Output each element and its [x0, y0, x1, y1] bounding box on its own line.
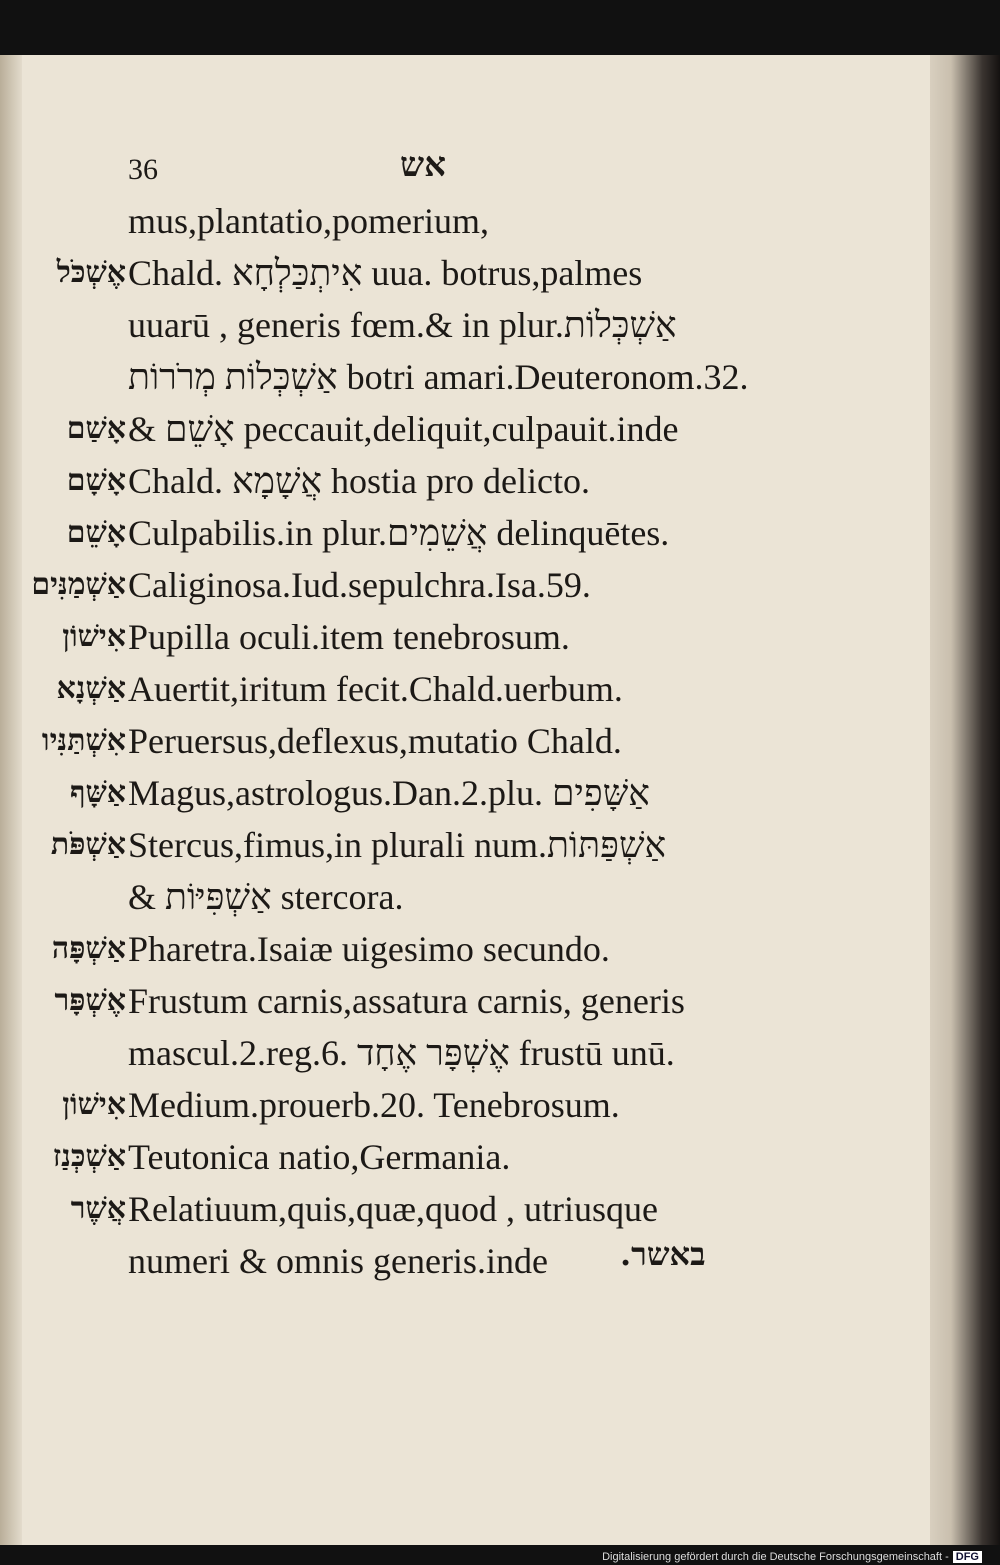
headword: אָשַׁם [66, 411, 126, 446]
entry-text: Frustum carnis,assatura carnis, generis [128, 981, 685, 1021]
entry-text: Peruersus,deflexus,mutatio Chald. [128, 721, 622, 761]
entry-text: Culpabilis.in plur.אֲשֵׁמִים delinquētes. [128, 513, 670, 553]
headword: אִישׁוֹן [62, 619, 126, 654]
entry-line [0, 559, 1000, 611]
headword: אָשָׁם [66, 463, 126, 498]
entry-list [0, 195, 1000, 1287]
entry-text: & אַשְׁפִּיּוֹת stercora. [128, 877, 404, 917]
entry-line [0, 1235, 1000, 1287]
entry-line [0, 455, 1000, 507]
entry-text: mus,plantatio,pomerium, [128, 201, 489, 241]
entry-text: mascul.2.reg.6. אֶשְׁפָּר אֶחָד frustū unū. [128, 1033, 675, 1073]
entry-text: Stercus,fimus,in plurali num.אַשְׁפַּתּוֹת [128, 825, 667, 865]
entry-line [0, 247, 1000, 299]
entry-line [0, 715, 1000, 767]
headword: אֶשְׁפָּר [54, 983, 126, 1018]
entry-text: Caliginosa.Iud.sepulchra.Isa.59. [128, 565, 591, 605]
entry-text: uuarū , generis fœm.& in plur.אַשְׁכְּלוֹת [128, 305, 677, 345]
entry-line [0, 351, 1000, 403]
headword: אַשָּׁף [69, 775, 126, 810]
entry-line [0, 923, 1000, 975]
headword: אַשְׁנָא [56, 671, 126, 706]
headword: אַשְׁפָּה [51, 931, 126, 966]
entry-line [0, 663, 1000, 715]
entry-text: Chald. אֲשָׁמָא hostia pro delicto. [128, 461, 590, 501]
entry-line [0, 299, 1000, 351]
headword: אַשְׁכְּנַז [52, 1139, 126, 1174]
entry-text: Medium.prouerb.20. Tenebrosum. [128, 1085, 620, 1125]
entry-text: & אָשֵׁם peccauit,deliquit,culpauit.inde [128, 409, 679, 449]
headword: אָשֵׁם [66, 515, 126, 550]
entry-line [0, 871, 1000, 923]
entry-text: Auertit,iritum fecit.Chald.uerbum. [128, 669, 623, 709]
entry-line [0, 507, 1000, 559]
entry-text: Chald. אִיתְכַּלְחָא uua. botrus,palmes [128, 253, 643, 293]
headword: אַשְׁפֹּת [50, 827, 126, 862]
book-page [0, 55, 1000, 1545]
headword: אֶשְׁכֹּל [56, 255, 126, 290]
entry-line [0, 767, 1000, 819]
entry-text: numeri & omnis generis.inde [128, 1241, 548, 1281]
entry-line [0, 403, 1000, 455]
entry-line [0, 195, 1000, 247]
headword: אִשְׁתַּנִּיו [41, 723, 126, 758]
entry-line [0, 1027, 1000, 1079]
headword: אִישׁוֹן [62, 1087, 126, 1122]
entry-text: Relatiuum,quis,quæ,quod , utriusque [128, 1189, 658, 1229]
entry-text: Magus,astrologus.Dan.2.plu. אַשָּׁפִים [128, 773, 650, 813]
entry-text: Teutonica natio,Germania. [128, 1137, 511, 1177]
page-number: 36 [128, 153, 158, 186]
entry-line [0, 1183, 1000, 1235]
entry-text: Pupilla oculi.item tenebrosum. [128, 617, 570, 657]
entry-line [0, 1079, 1000, 1131]
dfg-logo: DFG [953, 1551, 982, 1563]
entry-line [0, 1131, 1000, 1183]
running-head: אש [400, 145, 446, 185]
entry-line [0, 975, 1000, 1027]
entry-text: Pharetra.Isaiæ uigesimo secundo. [128, 929, 610, 969]
headword: אֲשֶׁר [70, 1191, 126, 1226]
headword: אַשְׁמַנִּים [31, 567, 126, 602]
entry-text: אַשְׁכְּלוֹת מְרֹרוֹת botri amari.Deuteronom.32. [128, 357, 749, 397]
footer-text: Digitalisierung gefördert durch die Deutsche Forschungsgemeinschaft - [602, 1551, 949, 1563]
entry-line [0, 819, 1000, 871]
entry-line [0, 611, 1000, 663]
footer [602, 1551, 982, 1563]
catchword: באשר. [620, 1235, 706, 1273]
